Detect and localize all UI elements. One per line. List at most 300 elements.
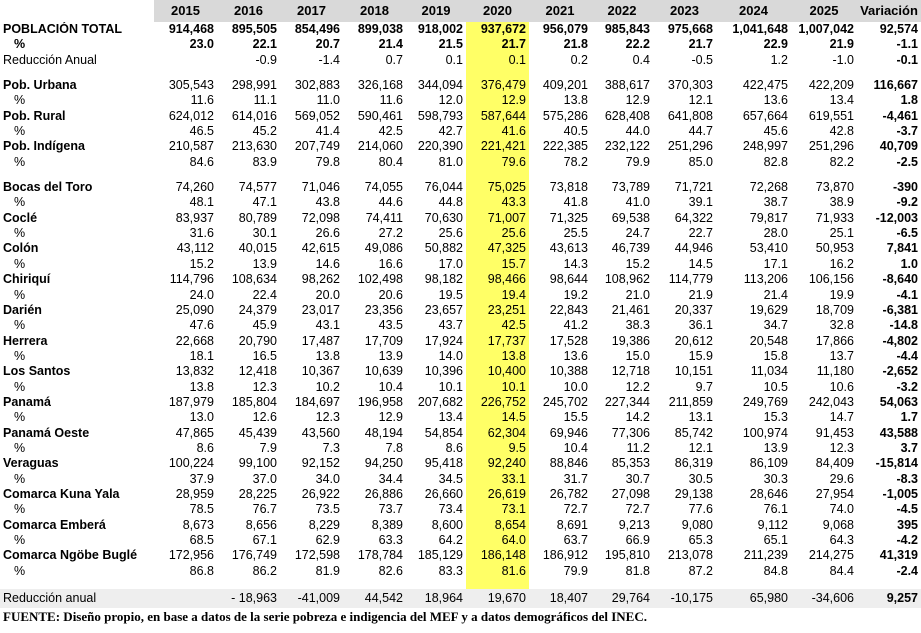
value-cell: 42.8 [829, 124, 854, 139]
value-cell: 76.1 [763, 502, 788, 517]
value-cell: 85.0 [688, 154, 713, 169]
value-cell: 84.8 [763, 563, 788, 578]
value-cell: 63.7 [563, 533, 588, 547]
value-cell: 13.8 [189, 379, 214, 394]
value-cell: 211,859 [668, 394, 713, 409]
value-cell: 22.2 [625, 37, 650, 52]
variation-cell: 116,667 [873, 78, 918, 93]
value-cell: 8.6 [196, 440, 214, 455]
value-cell: 113,206 [743, 272, 788, 287]
value-cell: 28,646 [749, 486, 788, 501]
variation-cell: -6.5 [896, 226, 918, 241]
variation-cell: 1.8 [900, 93, 918, 108]
variation-header: Variación [857, 0, 921, 22]
value-cell: 1,007,042 [798, 22, 854, 36]
value-cell: 222,385 [542, 139, 588, 154]
value-cell: 71,325 [549, 210, 588, 225]
value-cell: 62,304 [466, 426, 529, 441]
value-cell: 43.3 [466, 195, 529, 210]
row-label: Reducción Anual [3, 52, 97, 67]
spacer-cell [406, 579, 466, 589]
value-cell: 8.6 [445, 440, 463, 455]
percent-row [0, 472, 921, 487]
value-cell: 17,487 [301, 333, 340, 348]
value-cell: 7.3 [322, 440, 340, 455]
spacer-cell [529, 170, 591, 180]
value-cell: 13.4 [829, 93, 854, 108]
value-cell: 11,034 [750, 364, 788, 379]
header-corner [0, 0, 154, 22]
spacer-cell [653, 68, 716, 78]
value-cell: 108,962 [604, 272, 650, 287]
value-cell: -0.9 [255, 52, 277, 67]
value-cell: 43.5 [378, 318, 403, 333]
value-cell: 214,275 [808, 548, 854, 563]
value-cell: 16.5 [252, 348, 277, 363]
value-cell: 9,068 [822, 517, 854, 532]
value-cell: 88,846 [549, 456, 588, 471]
spacer-cell [343, 68, 406, 78]
value-cell: 44,542 [343, 589, 406, 608]
value-cell: 29,764 [591, 589, 653, 608]
value-cell: 32.8 [829, 318, 854, 333]
variation-cell: 41,319 [879, 548, 918, 563]
value-cell: 64.3 [829, 533, 854, 547]
value-cell: 26,782 [549, 486, 588, 501]
value-cell: 44.0 [625, 124, 650, 139]
variation-cell: -6,381 [882, 302, 918, 317]
value-cell: 41.4 [315, 124, 340, 139]
value-cell: 69,946 [549, 425, 588, 440]
table-row [0, 395, 921, 410]
table-row [0, 364, 921, 379]
table-row [0, 109, 921, 124]
value-cell: 15.2 [189, 256, 214, 271]
value-cell: 72,268 [749, 180, 788, 195]
value-cell: 15.3 [763, 410, 788, 425]
value-cell: 245,702 [542, 394, 588, 409]
value-cell: 75,025 [466, 180, 529, 195]
variation-cell: 54,063 [879, 394, 918, 409]
value-cell: 114,796 [169, 272, 214, 287]
value-cell: 43,613 [549, 241, 588, 256]
value-cell: 14.3 [563, 256, 588, 271]
header-row [0, 0, 921, 22]
variation-cell: -15,814 [875, 456, 918, 471]
value-cell: 590,461 [357, 108, 403, 123]
value-cell: 39.1 [688, 195, 713, 210]
year-header: 2017 [280, 0, 343, 22]
value-cell: 0.1 [466, 53, 529, 68]
spacer-cell [217, 68, 280, 78]
value-cell: 71,933 [815, 210, 854, 225]
value-cell: 50,953 [815, 241, 854, 256]
value-cell: 41.2 [563, 318, 588, 333]
value-cell: 20.7 [315, 37, 340, 52]
spacer-cell [466, 579, 529, 589]
value-cell: 914,468 [168, 22, 214, 36]
value-cell: 45,439 [238, 425, 277, 440]
value-cell: 0.4 [632, 52, 650, 67]
value-cell: 38.9 [829, 195, 854, 210]
variation-cell: -12,003 [875, 210, 918, 225]
row-label: % [14, 318, 26, 333]
spacer-cell [154, 170, 217, 180]
value-cell: 83,937 [175, 210, 214, 225]
value-cell: 21.4 [763, 287, 788, 302]
value-cell: 19,629 [749, 302, 788, 317]
value-cell: 77.6 [688, 502, 713, 517]
value-cell: 77,306 [611, 425, 650, 440]
value-cell: 34.7 [763, 318, 788, 333]
variation-cell: -4.4 [896, 348, 918, 363]
year-header: 2019 [406, 0, 466, 22]
percent-row [0, 226, 921, 241]
percent-row [0, 318, 921, 333]
value-cell: 587,644 [466, 109, 529, 124]
spacer-cell [716, 170, 791, 180]
value-cell: 12.2 [625, 379, 650, 394]
value-cell: 18,407 [529, 589, 591, 608]
value-cell: 918,002 [417, 22, 463, 36]
spacer-cell [466, 68, 529, 78]
value-cell: 628,408 [604, 108, 650, 123]
variation-cell: -1,005 [882, 486, 918, 501]
spacer-cell [653, 579, 716, 589]
value-cell: 41.6 [466, 124, 529, 139]
value-cell: 598,793 [417, 108, 463, 123]
spacer-cell [591, 170, 653, 180]
table-row [0, 53, 921, 68]
value-cell: 24.0 [189, 287, 214, 302]
value-cell: 9,112 [757, 517, 788, 532]
value-cell: 28,225 [238, 486, 277, 501]
value-cell: 48,194 [364, 425, 403, 440]
row-label: Veraguas [3, 456, 59, 471]
value-cell: 70,630 [424, 210, 463, 225]
value-cell: 15.7 [466, 257, 529, 272]
value-cell: 27.2 [378, 226, 403, 241]
value-cell: 82.8 [763, 154, 788, 169]
value-cell: 30.5 [688, 471, 713, 486]
row-label: Bocas del Toro [3, 180, 93, 195]
variation-cell: 43,588 [879, 425, 918, 440]
value-cell: 186,912 [542, 548, 588, 563]
value-cell: 11.2 [626, 440, 650, 455]
row-label: % [14, 226, 26, 241]
value-cell: 20.6 [378, 287, 403, 302]
value-cell: 185,129 [417, 548, 463, 563]
value-cell: 8,389 [371, 517, 403, 532]
year-header: 2023 [653, 0, 716, 22]
table-row [0, 139, 921, 154]
value-cell: 83.3 [438, 563, 463, 578]
value-cell: 19.2 [563, 287, 588, 302]
table-row [0, 548, 921, 563]
value-cell: 17,924 [424, 333, 463, 348]
value-cell: 9,080 [681, 517, 713, 532]
spacer-cell [280, 68, 343, 78]
value-cell: 242,043 [808, 394, 854, 409]
value-cell: 42.5 [466, 318, 529, 333]
value-cell: 45.6 [763, 124, 788, 139]
value-cell: 86.2 [252, 563, 277, 578]
value-cell: 29,138 [674, 486, 713, 501]
value-cell: 13.0 [189, 410, 214, 425]
value-cell: 15.0 [625, 348, 650, 363]
value-cell: 30.3 [763, 471, 788, 486]
value-cell: 72,098 [301, 210, 340, 225]
value-cell: 73.7 [378, 502, 403, 517]
row-label: Chiriquí [3, 272, 51, 287]
value-cell: 12.9 [625, 93, 650, 108]
value-cell: 17,709 [364, 333, 403, 348]
value-cell: 21.7 [466, 37, 529, 52]
value-cell: 45.2 [252, 124, 277, 139]
spacer-cell [529, 579, 591, 589]
value-cell: 221,421 [466, 139, 529, 154]
value-cell: 232,122 [604, 139, 650, 154]
variation-cell: -2.5 [896, 154, 918, 169]
variation-cell: -3.7 [896, 124, 918, 139]
row-label: % [14, 124, 26, 139]
year-header: 2025 [791, 0, 857, 22]
value-cell: 12.1 [688, 93, 713, 108]
value-cell: 40.5 [563, 124, 588, 139]
value-cell: 95,418 [424, 456, 463, 471]
value-cell: 47,865 [175, 425, 214, 440]
value-cell: 12.3 [252, 379, 277, 394]
value-cell: 10,400 [466, 364, 529, 379]
value-cell: 26,619 [466, 487, 529, 502]
value-cell: 10.4 [563, 440, 588, 455]
value-cell: 21.9 [829, 37, 854, 52]
value-cell: 12.1 [688, 440, 713, 455]
value-cell: 17,866 [815, 333, 854, 348]
row-label: POBLACIÓN TOTAL [3, 22, 122, 36]
value-cell: 12.0 [438, 93, 463, 108]
value-cell: 78.2 [563, 154, 588, 169]
spacer-cell [857, 579, 921, 589]
value-cell [154, 53, 217, 68]
value-cell: 19.5 [438, 287, 463, 302]
spacer-cell [591, 68, 653, 78]
value-cell: 38.7 [763, 195, 788, 210]
value-cell: 25.1 [829, 226, 854, 241]
value-cell: 11.1 [253, 93, 277, 108]
value-cell: 98,644 [549, 272, 588, 287]
value-cell: 64,322 [674, 210, 713, 225]
value-cell: 10,151 [674, 364, 713, 379]
row-label: Comarca Kuna Yala [3, 486, 120, 501]
value-cell: 44.6 [378, 195, 403, 210]
table-row [0, 78, 921, 93]
value-cell: 38.3 [625, 318, 650, 333]
value-cell: 44.8 [438, 195, 463, 210]
value-cell: 19,670 [466, 589, 529, 608]
value-cell: 86,109 [749, 456, 788, 471]
value-cell: 99,100 [238, 456, 277, 471]
percent-row [0, 380, 921, 395]
row-label: % [14, 348, 26, 363]
value-cell: 79.9 [625, 154, 650, 169]
row-label: Reducción anual [0, 589, 154, 608]
value-cell: 41.0 [625, 195, 650, 210]
spacer-cell [653, 170, 716, 180]
year-header: 2020 [466, 0, 529, 22]
spacer-cell [406, 68, 466, 78]
value-cell: 27,954 [815, 486, 854, 501]
value-cell: 0.1 [445, 52, 463, 67]
percent-row [0, 93, 921, 108]
value-cell: 195,810 [604, 548, 650, 563]
value-cell: 25,090 [175, 302, 214, 317]
value-cell: 213,630 [231, 139, 277, 154]
value-cell: -0.5 [691, 52, 713, 67]
value-cell: 74,577 [238, 180, 277, 195]
value-cell: 81.6 [466, 564, 529, 579]
value-cell: 24.7 [625, 226, 650, 241]
year-header: 2022 [591, 0, 653, 22]
value-cell: 13.7 [829, 348, 854, 363]
variation-cell: -4.1 [896, 287, 918, 302]
variation-cell: -14.8 [889, 318, 918, 333]
value-cell: 73.5 [315, 502, 340, 517]
value-cell: 7.8 [385, 440, 403, 455]
value-cell: 74,055 [364, 180, 403, 195]
value-cell: -1.0 [832, 52, 854, 67]
table-row [0, 272, 921, 287]
value-cell: 8,691 [556, 517, 588, 532]
value-cell: 19,386 [611, 333, 650, 348]
value-cell: 26.6 [315, 226, 340, 241]
value-cell: 251,296 [808, 139, 854, 154]
value-cell: 78.5 [189, 502, 214, 517]
value-cell: 210,587 [168, 139, 214, 154]
value-cell: 50,882 [424, 241, 463, 256]
value-cell: 13.6 [763, 93, 788, 108]
spacer-row [0, 170, 921, 180]
value-cell: 8,654 [466, 518, 529, 533]
value-cell: 26,922 [301, 486, 340, 501]
value-cell: 12.6 [252, 410, 277, 425]
table-row [0, 456, 921, 471]
spacer-cell [716, 68, 791, 78]
value-cell: 79,817 [749, 210, 788, 225]
value-cell: 12.9 [378, 410, 403, 425]
source-note: FUENTE: Diseño propio, en base a datos de la serie pobreza e indigencia del MEF y a datos demográficos del INEC. [3, 609, 647, 624]
table-row [0, 487, 921, 502]
value-cell: 899,038 [357, 22, 403, 36]
table-row [0, 426, 921, 441]
value-cell: 172,956 [168, 548, 214, 563]
value-cell: 211,239 [743, 548, 788, 563]
value-cell: 8,600 [431, 517, 463, 532]
value-cell: 100,974 [742, 425, 788, 440]
value-cell: 172,598 [294, 548, 340, 563]
value-cell: 24,379 [238, 302, 277, 317]
variation-cell: -4,802 [882, 333, 918, 348]
variation-cell: 7,841 [886, 241, 918, 256]
value-cell: 16.6 [378, 256, 403, 271]
value-cell: 85,742 [674, 425, 713, 440]
value-cell: 30.7 [625, 471, 650, 486]
value-cell: 0.2 [570, 52, 588, 67]
value-cell: 33.1 [466, 472, 529, 487]
row-label: Pob. Rural [3, 108, 66, 123]
variation-cell: -9.2 [896, 195, 918, 210]
value-cell: 21.5 [438, 37, 463, 52]
value-cell: -41,009 [280, 589, 343, 608]
value-cell: 14.5 [466, 410, 529, 425]
value-cell: 20,790 [238, 333, 277, 348]
value-cell: 79.8 [315, 154, 340, 169]
row-label: Coclé [3, 210, 38, 225]
value-cell: 76.7 [252, 502, 277, 517]
spacer-row [0, 579, 921, 589]
variation-cell: 1.0 [900, 256, 918, 271]
value-cell: 251,296 [667, 139, 713, 154]
value-cell: 8,656 [245, 517, 277, 532]
value-cell: 10.0 [563, 379, 588, 394]
value-cell: 23,356 [364, 302, 403, 317]
percent-row [0, 502, 921, 517]
value-cell: 196,958 [357, 394, 403, 409]
value-cell: 49,086 [364, 241, 403, 256]
value-cell: 28.0 [763, 226, 788, 241]
value-cell: 26,886 [364, 486, 403, 501]
value-cell: 14.7 [829, 410, 854, 425]
row-label: % [14, 287, 26, 302]
variation-cell: -2,652 [882, 364, 918, 379]
value-cell: 14.5 [688, 256, 713, 271]
value-cell: 42.5 [378, 124, 403, 139]
value-cell: 74,260 [175, 180, 214, 195]
variation-cell: 395 [897, 517, 918, 532]
value-cell: 10,367 [301, 364, 340, 379]
value-cell: 207,682 [417, 394, 463, 409]
variation-cell: 1.7 [900, 410, 918, 425]
spacer-cell [791, 170, 857, 180]
variation-cell: -0.1 [896, 52, 918, 67]
value-cell: 67.1 [252, 533, 277, 547]
value-cell: 25.5 [563, 226, 588, 241]
year-header: 2021 [529, 0, 591, 22]
spacer-cell [791, 68, 857, 78]
value-cell: 72.7 [625, 502, 650, 517]
value-cell: 11.0 [316, 93, 340, 108]
value-cell: 44,946 [674, 241, 713, 256]
value-cell: 10.6 [829, 379, 854, 394]
value-cell: 64.2 [438, 533, 463, 547]
value-cell: 22,668 [175, 333, 214, 348]
spacer-cell [857, 170, 921, 180]
value-cell: 19.4 [466, 288, 529, 303]
value-cell: 82.6 [378, 563, 403, 578]
spacer-cell [154, 68, 217, 78]
value-cell: 657,664 [742, 108, 788, 123]
value-cell: 20.0 [315, 287, 340, 302]
variation-cell: -4.5 [896, 502, 918, 517]
value-cell: 114,779 [668, 272, 713, 287]
value-cell: 98,262 [301, 272, 340, 287]
row-label: Pob. Indígena [3, 139, 85, 154]
value-cell: -10,175 [653, 589, 716, 608]
value-cell: 220,390 [417, 139, 463, 154]
spacer-cell [406, 170, 466, 180]
value-cell: 73,789 [611, 180, 650, 195]
variation-cell: 9,257 [857, 589, 921, 608]
